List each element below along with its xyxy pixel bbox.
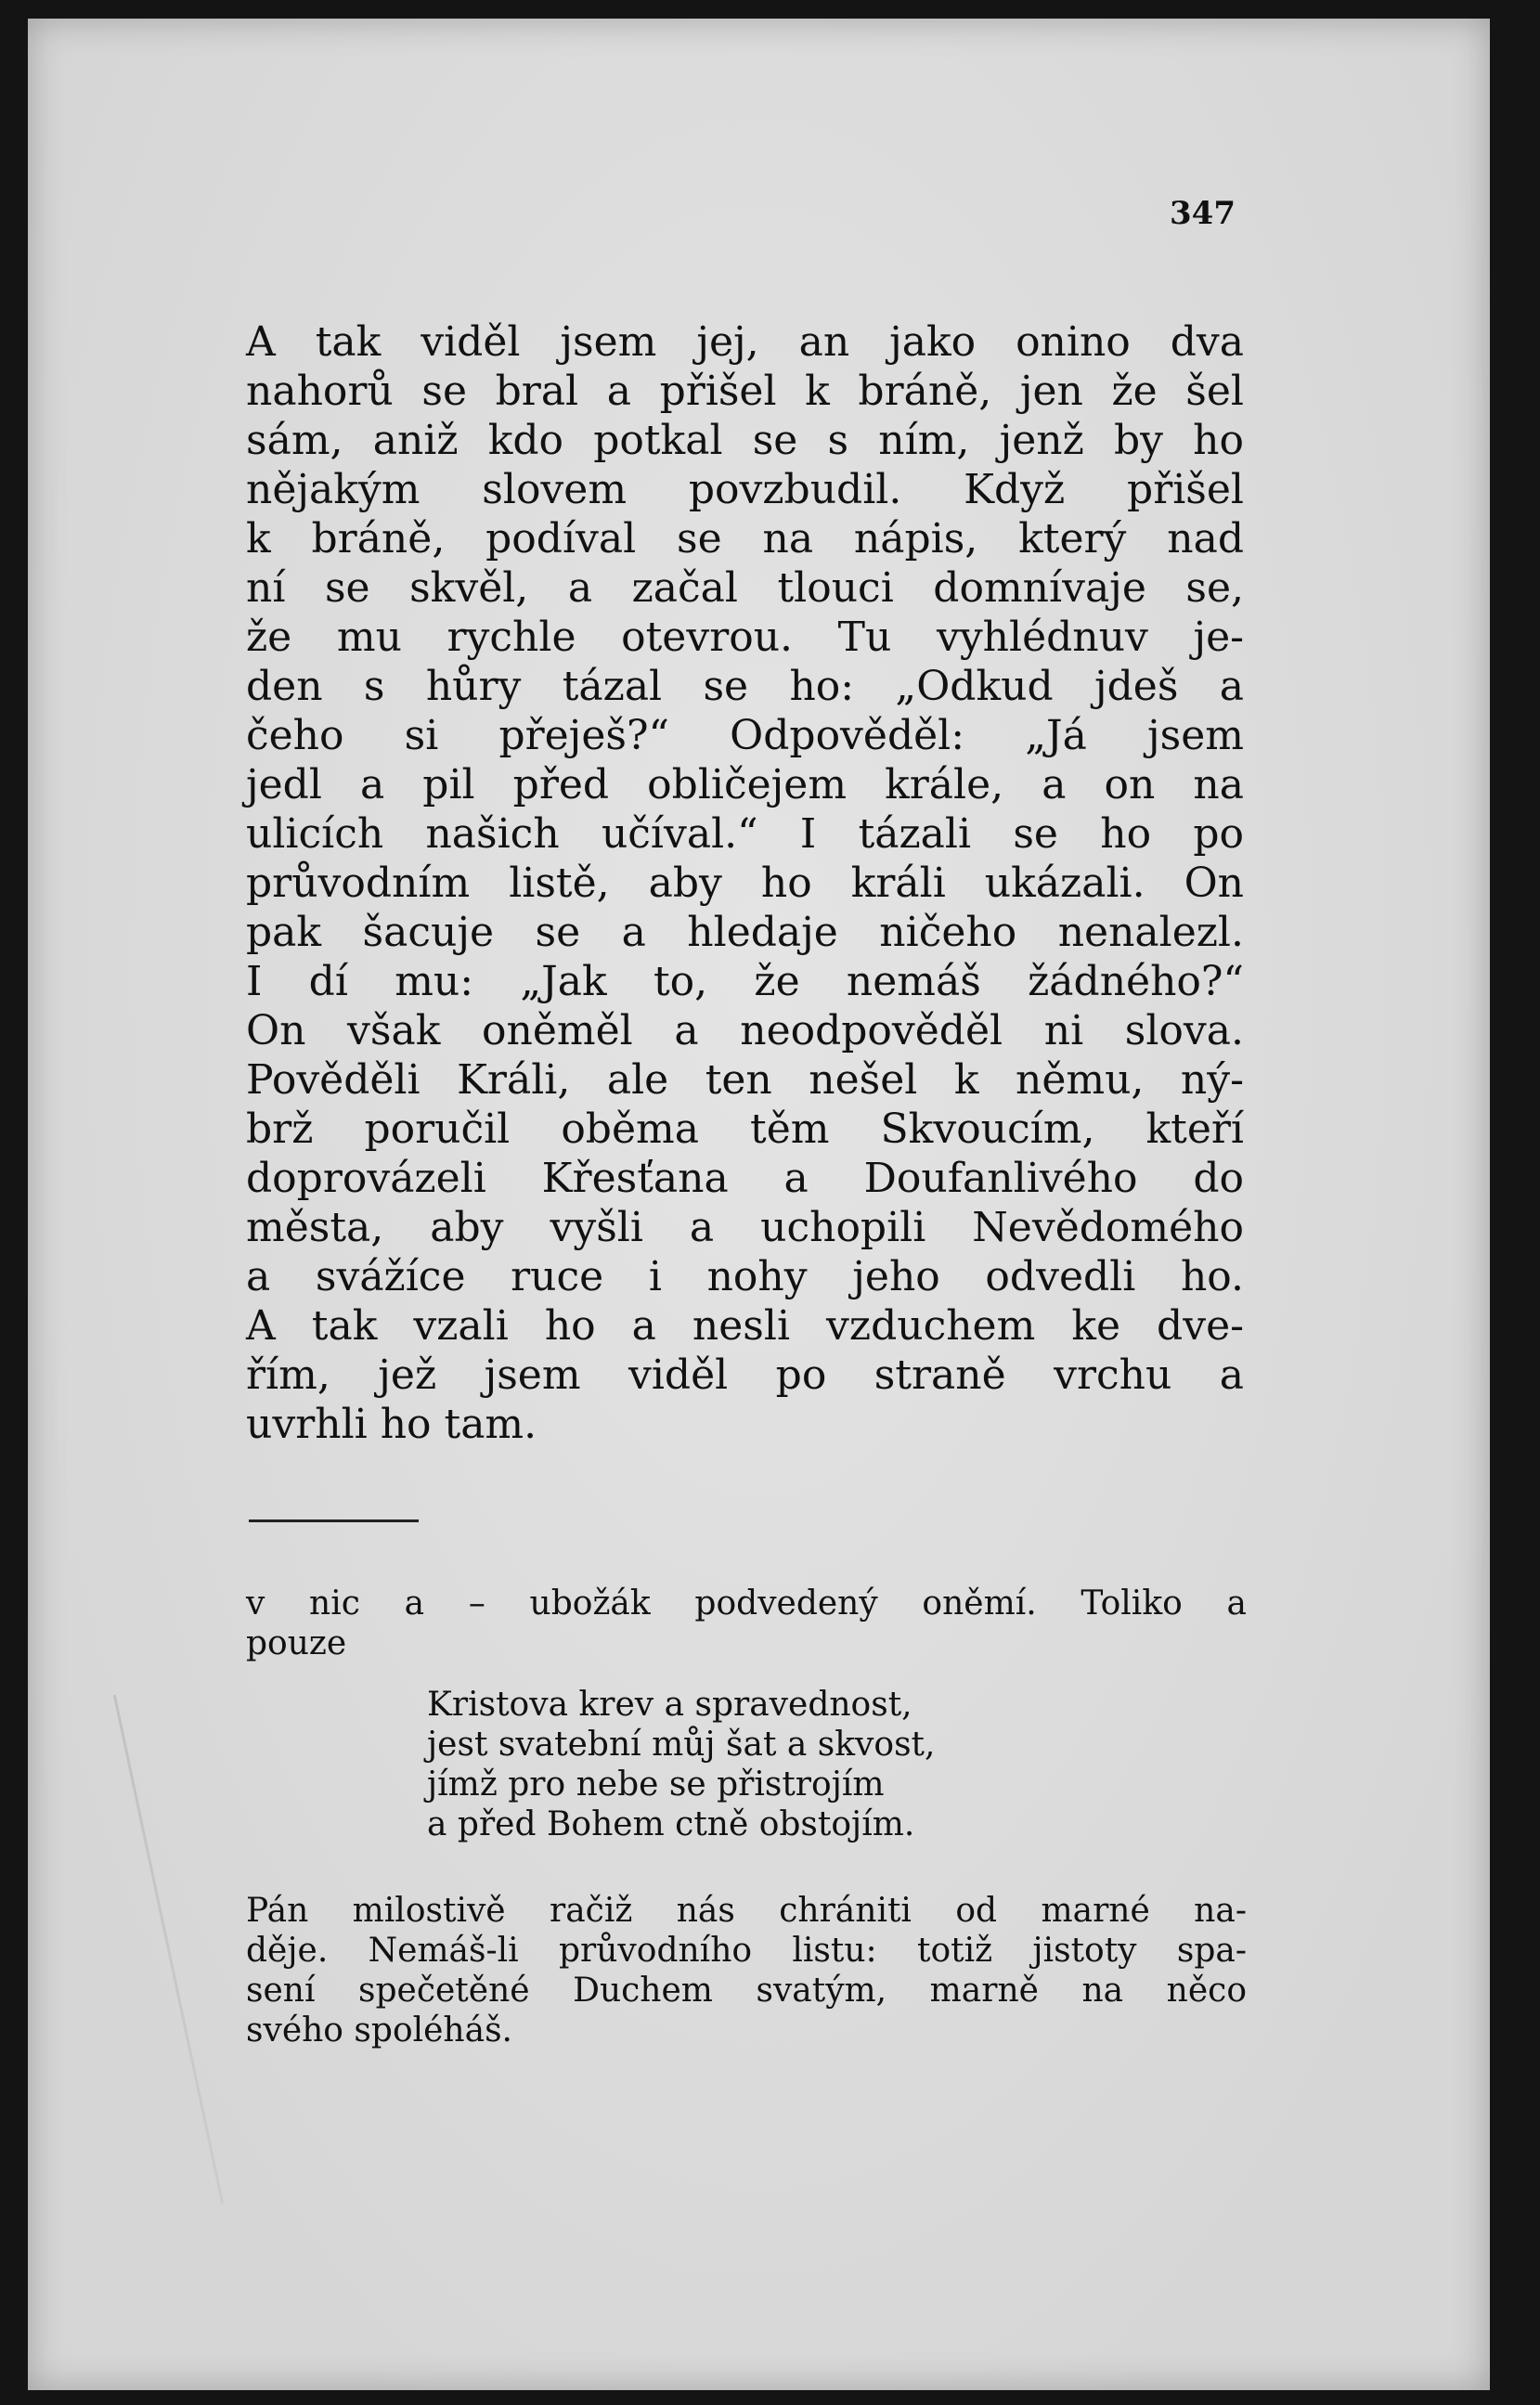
main-line: sám, aniž kdo potkal se s ním, jenž by ho [246,417,1244,464]
note-block-1 [246,1584,1247,1663]
main-line: ulicích našich učíval.“ I tázali se ho po [246,810,1244,858]
note-line: pouze [246,1624,347,1662]
main-line: ní se skvěl, a začal tlouci domnívaje se, [246,564,1244,612]
page-number: 347 [1170,195,1236,232]
main-line: Pověděli Králi, ale ten nešel k němu, ný- [246,1056,1244,1104]
main-line: A tak vzali ho a nesli vzduchem ke dve- [246,1302,1244,1350]
note-block-2 [246,1891,1247,2050]
main-line: k bráně, podíval se na nápis, který nad [246,515,1244,562]
main-line: I dí mu: „Jak to, že nemáš žádného?“ [246,958,1244,1005]
main-line: brž poručil oběma těm Skvoucím, kteří [246,1106,1244,1153]
main-line: nahorů se bral a přišel k bráně, jen že šel [246,368,1244,415]
verse-line: jímž pro nebe se přistrojím [427,1765,885,1804]
main-line: den s hůry tázal se ho: „Odkud jdeš a [246,663,1244,710]
verse-line: jest svatební můj šat a skvost, [427,1726,936,1764]
main-line: uvrhli ho tam. [246,1401,537,1448]
main-line: jedl a pil před obličejem krále, a on na [246,761,1244,808]
verse-line: Kristova krev a spravednost, [427,1686,912,1724]
verse-block [427,1685,1095,1844]
main-line: nějakým slovem povzbudil. Když přišel [246,466,1244,513]
note-line: děje. Nemáš-li průvodního listu: totiž jistoty spa- [246,1932,1247,1970]
main-line: že mu rychle otevrou. Tu vyhlédnuv je- [246,614,1244,661]
scan-smudge [113,1695,224,2204]
note-line: v nic a – ubožák podvedený oněmí. Toliko a [246,1584,1247,1623]
main-text-block [246,317,1244,1449]
main-line: On však oněměl a neodpověděl ni slova. [246,1007,1244,1054]
main-line: průvodním listě, aby ho králi ukázali. On [246,860,1244,907]
main-line: pak šacuje se a hledaje ničeho nenalezl. [246,909,1244,956]
main-line: A tak viděl jsem jej, an jako onino dva [246,318,1244,366]
main-line: řím, jež jsem viděl po straně vrchu a [246,1351,1244,1399]
note-line: Pán milostivě račiž nás chrániti od marné na- [246,1892,1247,1930]
book-page [28,19,1490,2390]
note-line: svého spoléháš. [246,2011,512,2049]
main-line: doprovázeli Křesťana a Doufanlivého do [246,1155,1244,1202]
verse-line: a před Bohem ctně obstojím. [427,1805,915,1843]
note-line: sení spečetěné Duchem svatým, marně na něco [246,1972,1247,2010]
main-line: a svážíce ruce i nohy jeho odvedli ho. [246,1253,1244,1300]
main-line: města, aby vyšli a uchopili Nevědomého [246,1204,1244,1251]
main-line: čeho si přeješ?“ Odpověděl: „Já jsem [246,712,1244,759]
section-divider [249,1519,419,1522]
